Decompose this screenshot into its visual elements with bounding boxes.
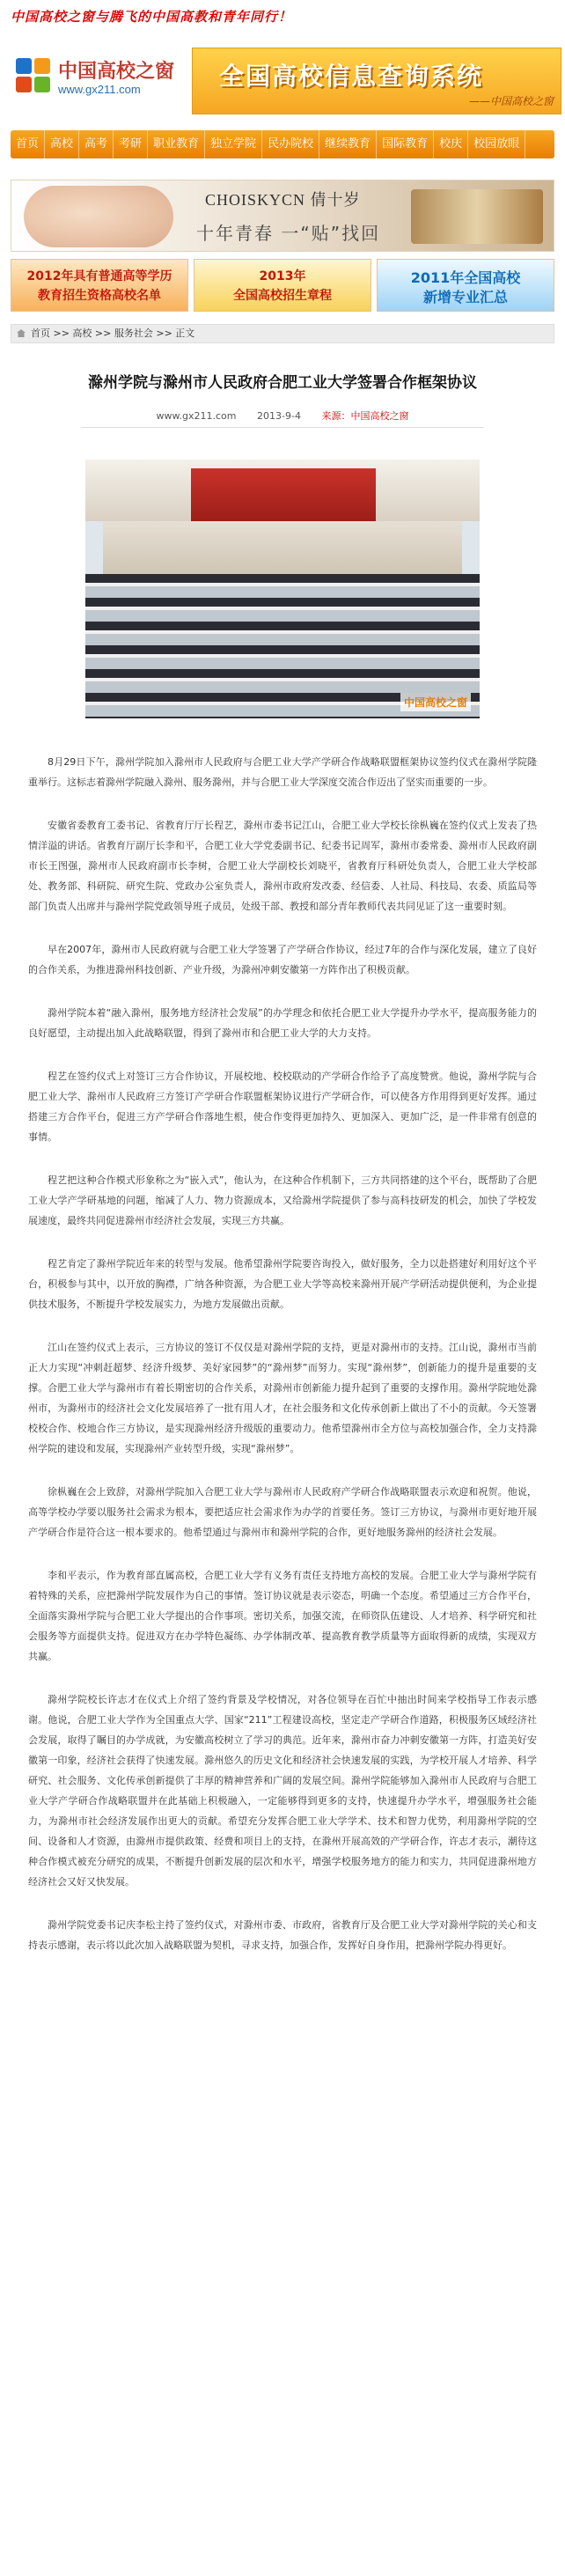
article-paragraph: 李和平表示，作为教育部直属高校，合肥工业大学有义务有责任支持地方高校的发展。合肥工业大学与滁州学院有着特殊的关系，应把滁州学院发展作为自己的事情。签订协议就是表示姿态，明确一个态度。希望通过三方合作平台，全面落实滁州学院与合肥工业大学提出的合作事项。密切关系，加强交流，在师资队伍建设、人才培养、科学研究和社会服务等方面提供支持。促进双方在办学特色凝练、办学体制改革、提高教育教学质量等方面取得新的成绩，实现双方共赢。 [28, 1570, 537, 1662]
nav-item[interactable]: 首页 [11, 130, 45, 158]
nav-item[interactable]: 高考 [79, 130, 114, 158]
site-header [11, 30, 554, 125]
nav-item[interactable]: 高校 [45, 130, 79, 158]
nav-item[interactable]: 继续教育 [319, 130, 377, 158]
site-slogan: 中国高校之窗与腾飞的中国高教和青年同行！ [11, 9, 293, 25]
article-paragraph: 程艺肯定了滁州学院近年来的转型与发展。他希望滁州学院要咨询投入，做好服务，全力以赴搭建好利用好这个平台，积极参与其中，以开放的胸襟，广纳各种资源，为合肥工业大学等高校来滁州开展产学研活动提供便利，为企业提供技术服务，不断提升学校发展实力，为地方发展做出贡献。 [28, 1258, 537, 1310]
model-photo [24, 186, 173, 247]
nav-item[interactable]: 独立学院 [205, 130, 262, 158]
nav-item[interactable]: 校园放眼 [468, 130, 525, 158]
article-paragraph: 早在2007年，滁州市人民政府就与合肥工业大学签署了产学研合作协议，经过7年的合作与深化发展，建立了良好的合作关系，为推进滁州科技创新、产业升级，为滁州冲刺安徽第一方阵作出了积极贡献。 [28, 944, 537, 975]
article-site: www.gx211.com [156, 410, 237, 422]
header-banner-ad[interactable] [192, 48, 561, 114]
article-date: 2013-9-4 [257, 410, 301, 422]
article-paragraph: 8月29日下午，滁州学院加入滁州市人民政府与合肥工业大学产学研合作战略联盟框架协议签约仪式在滁州学院隆重举行。这标志着滁州学院融入滁州、服务滁州，并与合肥工业大学深度交流合作迈出了坚实而重要的一步。 [28, 756, 537, 788]
article-meta [81, 408, 484, 428]
photo-watermark: 中国高校之窗 [400, 693, 471, 711]
article-body [28, 752, 537, 1955]
breadcrumb[interactable] [11, 324, 554, 343]
article-photo [85, 460, 480, 718]
article-paragraph: 江山在签约仪式上表示，三方协议的签订不仅仅是对滁州学院的支持，更是对滁州市的支持。江山说，滁州市当前正大力实现“冲刺赶超梦、经济升级梦、美好家园梦”的“滁州梦”而努力。实现“滁州梦”，创新能力的提升是重要的支撑。合肥工业大学与滁州市有着长期密切的合作关系，对滁州市创新能力提升起到了重要的支撑作用。滁州学院地处滁州市，为滁州市的经济社会文化发展培养了一批有用人才，在社会服务和文化传承创新上做出了不小的贡献。今天签署校校合作、校地合作三方协议，是实现滁州经济升级版的重要动力。他希望滁州市全方位与高校加强合作，全力支持滁州学院的建设和发展，实现滁州产业转型升级，实现“滁州梦”。 [28, 1342, 537, 1454]
logo-icon [16, 58, 51, 93]
ad-new-majors[interactable]: 2011年全国高校 新增专业汇总 [377, 259, 554, 312]
article-source: 来源：中国高校之窗 [321, 410, 409, 422]
header-banner-subtitle: ——中国高校之窗 [468, 95, 554, 107]
article-title: 滁州学院与滁州市人民政府合肥工业大学签署合作框架协议 [88, 374, 477, 392]
ad-admission-rules[interactable]: 2013年 全国高校招生章程 [194, 259, 371, 312]
article-paragraph: 徐枞巍在会上致辞，对滁州学院加入合肥工业大学与滁州市人民政府产学研合作战略联盟表示欢迎和祝贺。他说，高等学校办学要以服务社会需求为根本，要把适应社会需求作为办学的首要任务。签订三方协议，与滁州市更好地开展产学研合作是符合这一根本要求的。他希望通过与滁州市和滁州学院的合作，更好地服务滁州的经济社会发展。 [28, 1486, 537, 1538]
nav-item[interactable]: 民办院校 [262, 130, 319, 158]
home-icon [17, 329, 26, 337]
article-paragraph: 滁州学院校长许志才在仪式上介绍了签约背景及学校情况，对各位领导在百忙中抽出时间来学校指导工作表示感谢。他说，合肥工业大学作为全国重点大学、国家“211”工程建设高校，坚定走产学研合作道路，积极服务区域经济社会发展，取得了瞩目的办学成就，为安徽高校树立了学习的典范。近年来，滁州市奋力冲刺安徽第一方阵，打造美好安徽第一印象，经济社会获得了快速发展。滁州悠久的历史文化和经济社会快速发展的实践，为学校开展人才培养、科学研究、社会服务、文化传承创新提供了丰厚的精神营养和广阔的发展空间。滁州学院能够加入滁州市人民政府与合肥工业大学产学研合作战略联盟并在此基础上积极融入，一定能够得到更多的支持，快速提升办学水平，增强服务社会能力，为滁州市社会经济发展作出更大的贡献。希望充分发挥合肥工业大学学术、技术和智力优势，利用滁州学院的空间、设备和人才资源，由滁州市提供政策、经费和项目上的支持，在滁州开展高效的产学研合作，许志才表示，潮待这种合作模式被充分研究的成果，不断提升创新发展的层次和水平，增强学校服务地方的能力和实力，共同促进滁州地方经济社会又好又快发展。 [28, 1694, 537, 1888]
nav-item[interactable]: 职业教育 [148, 130, 205, 158]
article-paragraph: 程艺在签约仪式上对签订三方合作协议，开展校地、校校联动的产学研合作给予了高度赞赏。他说，滁州学院与合肥工业大学、滁州市人民政府三方签订产学研合作联盟框架协议进行产学研合作，可以使各方作用得到更好发挥。通过搭建三方合作平台，促进三方产学研合作落地生根，使合作变得更加持久、更加深入、更加广泛，是一件非常有创意的事情。 [28, 1071, 537, 1143]
logo-name: 中国高校之窗 [58, 61, 175, 83]
article-paragraph: 滁州学院党委书记庆李松主持了签约仪式，对滁州市委、市政府，省教育厅及合肥工业大学对滁州学院的关心和支持表示感谢，表示将以此次加入战略联盟为契机，寻求支持，加强合作，发挥好自身作用，把滁州学院办得更好。 [28, 1919, 537, 1951]
article [11, 370, 554, 1955]
breadcrumb-text[interactable]: 首页 >> 高校 >> 服务社会 >> 正文 [31, 328, 195, 339]
nav-item[interactable]: 考研 [114, 130, 148, 158]
article-paragraph: 安徽省委教育工委书记、省教育厅厅长程艺，滁州市委书记江山，合肥工业大学校长徐枞巍在签约仪式上发表了热情洋溢的讲话。省教育厅副厅长李和平，合肥工业大学党委副书记、纪委书记周军，滁州市委常委、滁州市人民政府副市长王图强，滁州市人民政府副市长李树，合肥工业大学副校长刘晓平，省教育厅科研处负责人，合肥工业大学校部处、教务部、科研院、研究生院、党政办公室负责人，滁州市政府发改委、经信委、人社局、科技局、农委、质监局等部门负责人出席并与滁州学院党政领导班子成员，处级干部、教授和部分青年教师代表共同见证了这一重要时刻。 [28, 820, 537, 912]
article-paragraph: 程艺把这种合作模式形象称之为“嵌入式”，他认为，在这种合作机制下，三方共同搭建的这个平台，既帮助了合肥工业大学产学研基地的问题，缩减了人力、物力资源成本，又给滁州学院提供了参与高科技研发的机会，加快了学校发展速度，最终共同促进滁州市经济社会发展，实现三方共赢。 [28, 1174, 537, 1226]
product-image [411, 189, 543, 244]
cosmetics-banner-ad[interactable] [11, 180, 554, 252]
ad-qualified-colleges[interactable]: 2012年具有普通高等学历 教育招生资格高校名单 [11, 259, 188, 312]
small-ads-row [11, 259, 554, 312]
main-nav [11, 130, 554, 158]
ad-tagline: 十年青春 一“贴”找回 [196, 223, 381, 244]
site-logo[interactable] [16, 55, 192, 107]
logo-url: www.gx211.com [58, 83, 141, 96]
ad-brand: CHOISKYCN 倩十岁 [205, 191, 361, 209]
nav-item[interactable]: 校庆 [434, 130, 468, 158]
header-banner-title: 全国高校信息查询系统 [219, 62, 484, 91]
nav-item[interactable]: 国际教育 [377, 130, 434, 158]
article-paragraph: 滁州学院本着“融入滁州，服务地方经济社会发展”的办学理念和依托合肥工业大学提升办学水平，提高服务能力的良好愿望，主动提出加入此战略联盟，得到了滁州市和合肥工业大学的大力支持。 [28, 1007, 537, 1039]
